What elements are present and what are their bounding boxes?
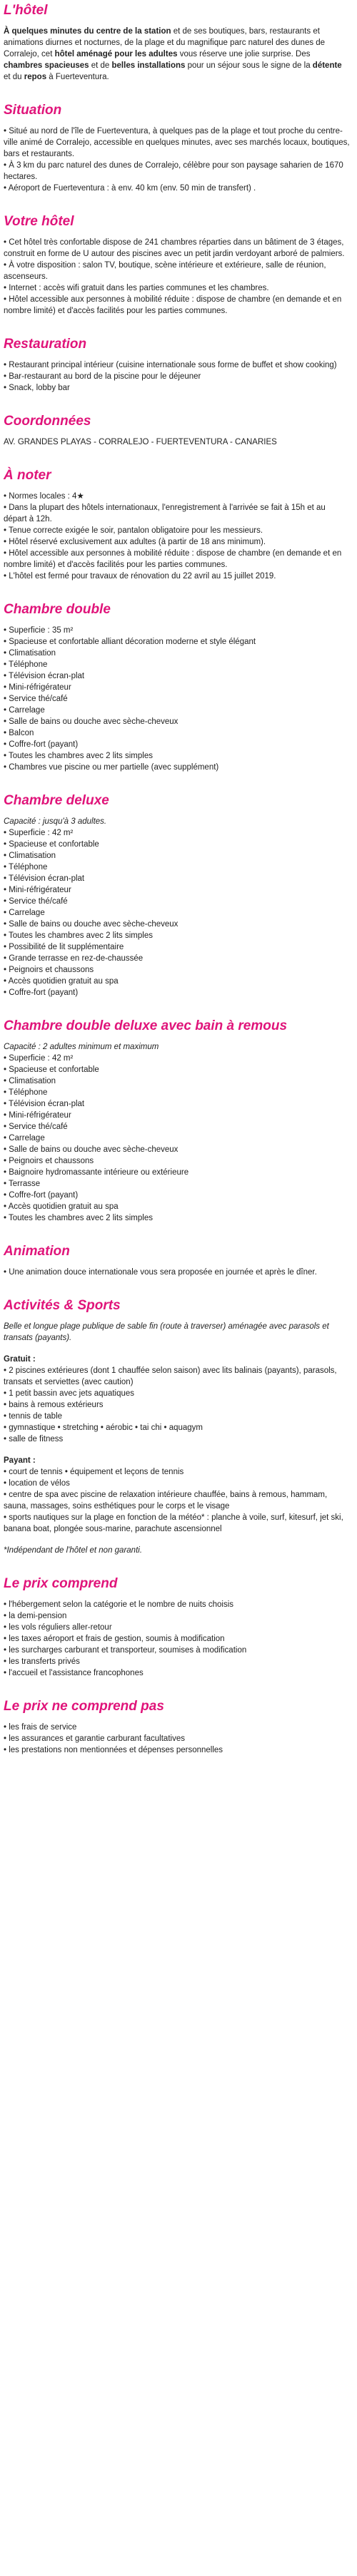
section-title-animation: Animation <box>4 1244 70 1259</box>
intro-text: vous réserve une jolie surprise. Des <box>177 50 311 58</box>
section-title-chambre-deluxe: Chambre deluxe <box>4 793 109 808</box>
section-title-prix-comprend: Le prix comprend <box>4 1576 118 1591</box>
list-item: • Tenue correcte exigée le soir, pantalon obligatoire pour les messieurs. <box>4 526 263 535</box>
section-title-hotel: L'hôtel <box>4 3 48 18</box>
section-title-coordonnees: Coordonnées <box>4 414 91 429</box>
list-item: • Mini-réfrigérateur <box>4 683 71 692</box>
list-item: • Grande terrasse en rez-de-chaussée <box>4 954 144 963</box>
list-item: • court de tennis • équipement et leçons de tennis <box>4 1468 184 1476</box>
list-item: • gymnastique • stretching • aérobic • tai chi • aquagym <box>4 1424 203 1432</box>
list-item: • Service thé/café <box>4 695 68 703</box>
list-item: • tennis de table <box>4 1412 63 1421</box>
list-item: • Climatisation <box>4 852 56 860</box>
hotel-intro-paragraph <box>4 26 350 83</box>
list-item: • Aéroport de Fuerteventura : à env. 40 km (env. 50 min de transfert) . <box>4 184 256 193</box>
list-item: • Spacieuse et confortable <box>4 1065 99 1074</box>
list-item: • Toutes les chambres avec 2 lits simples <box>4 752 153 760</box>
intro-emphasis: chambres spacieuses <box>4 61 89 70</box>
list-item: • Hôtel réservé exclusivement aux adultes (à partir de 18 ans minimum). <box>4 538 266 546</box>
list-item: • 1 petit bassin avec jets aquatiques <box>4 1389 135 1398</box>
section-activites <box>4 1298 350 1556</box>
section-a-noter <box>4 468 350 582</box>
section-title-situation: Situation <box>4 103 62 118</box>
list-item: • Coffre-fort (payant) <box>4 988 79 997</box>
hotel-address: AV. GRANDES PLAYAS - CORRALEJO - FUERTEVENTURA - CANARIES <box>4 438 277 446</box>
list-item: • L'hôtel est fermé pour travaux de rénovation du 22 avril au 15 juillet 2019. <box>4 572 276 581</box>
list-item: • À votre disposition : salon TV, boutique, scène intérieure et extérieure, salle de réunion, ascenseurs. <box>4 261 326 281</box>
list-item: • Mini-réfrigérateur <box>4 886 71 894</box>
list-item: • Superficie : 35 m² <box>4 626 74 635</box>
intro-emphasis: À quelques minutes du centre de la station <box>4 27 171 36</box>
intro-emphasis: belles installations <box>111 61 186 70</box>
intro-text: et de <box>89 61 112 70</box>
list-item: • location de vélos <box>4 1479 70 1488</box>
section-chambre-double <box>4 602 350 773</box>
restauration-list <box>4 359 350 394</box>
activites-intro: Belle et longue plage publique de sable fin (route à traverser) aménagée avec parasols et transats (payants). <box>4 1322 329 1342</box>
list-item: • Téléphone <box>4 863 48 872</box>
list-item: • les assurances et garantie carburant facultatives <box>4 1734 185 1743</box>
section-prix-pas <box>4 1699 350 1756</box>
section-title-prix-pas: Le prix ne comprend pas <box>4 1699 164 1714</box>
section-coordonnees <box>4 414 350 448</box>
intro-text: et de ses boutiques, bars, restaurants et animations diurnes et nocturnes, de la plage et du magnifique parc naturel des dunes de Corralejo, cet <box>4 27 326 58</box>
list-item: • Salle de bains ou douche avec sèche-cheveux <box>4 920 178 929</box>
list-item: • Accès quotidien gratuit au spa <box>4 977 119 986</box>
section-votre-hotel <box>4 214 350 317</box>
list-item: • centre de spa avec piscine de relaxation intérieure chauffée, bains à remous, hammam, sauna, massages, soins esthétiques pour le corps et le visage <box>4 1491 328 1511</box>
list-item: • Superficie : 42 m² <box>4 1054 74 1063</box>
section-hotel <box>4 3 350 83</box>
intro-text: et du <box>4 73 24 81</box>
list-item: • Téléphone <box>4 660 48 669</box>
section-situation <box>4 103 350 194</box>
situation-list <box>4 126 350 194</box>
section-title-votre-hotel: Votre hôtel <box>4 214 74 229</box>
intro-text: pour un séjour sous le signe de la <box>185 61 313 70</box>
list-item: • Service thé/café <box>4 897 68 906</box>
list-item: • Possibilité de lit supplémentaire <box>4 943 124 951</box>
list-item: • Carrelage <box>4 706 45 715</box>
list-item: • Situé au nord de l'île de Fuerteventura, à quelques pas de la plage et tout proche du centre-ville animé de Corralejo, accessible en quelques minutes, avec ses marchés locaux, boutiques, bars et restaurants. <box>4 127 350 158</box>
list-item: • Spacieuse et confortable <box>4 840 99 849</box>
list-item: • Hôtel accessible aux personnes à mobilité réduite : dispose de chambre (en demande et en nombre limité) et d'accès facilités pour les parties communes. <box>4 549 342 569</box>
list-item: • les surcharges carburant et transporteur, soumises à modification <box>4 1646 247 1655</box>
list-item: • Baignoire hydromassante intérieure ou extérieure <box>4 1168 189 1177</box>
intro-text: à Fuerteventura. <box>46 73 109 81</box>
list-item: • Toutes les chambres avec 2 lits simples <box>4 1214 153 1222</box>
list-item: • salle de fitness <box>4 1435 64 1443</box>
section-title-chambre-bain: Chambre double deluxe avec bain à remous <box>4 1018 288 1033</box>
list-item: • Toutes les chambres avec 2 lits simples <box>4 931 153 940</box>
list-item: • Hôtel accessible aux personnes à mobilité réduite : dispose de chambre (en demande et en nombre limité) et d'accès facilités pour les parties communes. <box>4 295 342 315</box>
prix-comprend-list <box>4 1599 350 1679</box>
list-item: • bains à remous extérieurs <box>4 1401 104 1409</box>
list-item: • les transferts privés <box>4 1657 80 1666</box>
gratuit-list <box>4 1365 350 1445</box>
intro-emphasis: détente <box>312 61 342 70</box>
list-item: • Climatisation <box>4 1077 56 1085</box>
payant-label: Payant : <box>4 1456 36 1465</box>
list-item: • les prestations non mentionnées et dépenses personnelles <box>4 1746 223 1754</box>
list-item: • l'accueil et l'assistance francophones <box>4 1669 144 1677</box>
list-item: • Télévision écran-plat <box>4 672 85 680</box>
section-restauration <box>4 337 350 394</box>
chambre-double-list <box>4 625 350 773</box>
section-title-a-noter: À noter <box>4 468 51 483</box>
chambre-bain-capacity: Capacité : 2 adultes minimum et maximum <box>4 1043 159 1051</box>
chambre-deluxe-capacity: Capacité : jusqu'à 3 adultes. <box>4 817 107 826</box>
chambre-deluxe-list <box>4 827 350 998</box>
list-item: • Une animation douce internationale vous sera proposée en journée et après le dîner. <box>4 1268 317 1277</box>
section-title-activites: Activités & Sports <box>4 1298 121 1313</box>
list-item: • Bar-restaurant au bord de la piscine pour le déjeuner <box>4 372 201 381</box>
activites-note: *Indépendant de l'hôtel et non garanti. <box>4 1546 143 1555</box>
list-item: • les vols réguliers aller-retour <box>4 1623 112 1632</box>
list-item: • la demi-pension <box>4 1612 67 1620</box>
chambre-bain-list <box>4 1053 350 1224</box>
list-item: • Dans la plupart des hôtels internationaux, l'enregistrement à l'arrivée se fait à 15h et au départ à 12h. <box>4 504 326 523</box>
payant-list <box>4 1466 350 1535</box>
votre-hotel-list <box>4 237 350 317</box>
list-item: • Coffre-fort (payant) <box>4 1191 79 1200</box>
list-item: • Normes locales : 4★ <box>4 492 84 501</box>
section-animation <box>4 1244 350 1278</box>
a-noter-list <box>4 491 350 582</box>
animation-list <box>4 1267 350 1278</box>
prix-pas-list <box>4 1722 350 1756</box>
list-item: • Restaurant principal intérieur (cuisine internationale sous forme de buffet et show cooking) <box>4 361 337 369</box>
list-item: • Salle de bains ou douche avec sèche-cheveux <box>4 717 178 726</box>
list-item: • Accès quotidien gratuit au spa <box>4 1202 119 1211</box>
list-item: • Télévision écran-plat <box>4 874 85 883</box>
list-item: • Télévision écran-plat <box>4 1100 85 1108</box>
list-item: • Peignoirs et chaussons <box>4 1157 94 1165</box>
list-item: • Chambres vue piscine ou mer partielle (avec supplément) <box>4 763 219 772</box>
list-item: • Mini-réfrigérateur <box>4 1111 71 1120</box>
list-item: • Snack, lobby bar <box>4 384 70 392</box>
list-item: • Peignoirs et chaussons <box>4 966 94 974</box>
list-item: • l'hébergement selon la catégorie et le nombre de nuits choisis <box>4 1600 234 1609</box>
list-item: • Climatisation <box>4 649 56 658</box>
list-item: • les taxes aéroport et frais de gestion, soumis à modification <box>4 1635 225 1643</box>
list-item: • Cet hôtel très confortable dispose de 241 chambres réparties dans un bâtiment de 3 étages, construit en forme de U autour des piscines avec un petit jardin verdoyant arboré de palmiers. <box>4 238 345 258</box>
list-item: • Carrelage <box>4 909 45 917</box>
list-item: • Service thé/café <box>4 1123 68 1131</box>
list-item: • Salle de bains ou douche avec sèche-cheveux <box>4 1145 178 1154</box>
list-item: • Superficie : 42 m² <box>4 829 74 837</box>
list-item: • Coffre-fort (payant) <box>4 740 79 749</box>
list-item: • les frais de service <box>4 1723 77 1732</box>
list-item: • Téléphone <box>4 1088 48 1097</box>
list-item: • Carrelage <box>4 1134 45 1143</box>
list-item: • Spacieuse et confortable alliant décoration moderne et style élégant <box>4 638 256 646</box>
hotel-description-page <box>0 3 357 1756</box>
intro-emphasis: repos <box>24 73 47 81</box>
list-item: • Internet : accès wifi gratuit dans les parties communes et les chambres. <box>4 284 269 292</box>
section-chambre-deluxe <box>4 793 350 998</box>
section-prix-comprend <box>4 1576 350 1679</box>
intro-emphasis: hôtel aménagé pour les adultes <box>54 50 178 58</box>
list-item: • sports nautiques sur la plage en fonction de la météo* : planche à voile, surf, kitesurf, jet ski, banana boat, plongée sous-marine, parachute ascensionnel <box>4 1513 343 1533</box>
list-item: • Terrasse <box>4 1180 41 1188</box>
gratuit-label: Gratuit : <box>4 1355 36 1364</box>
section-title-chambre-double: Chambre double <box>4 602 111 617</box>
list-item: • À 3 km du parc naturel des dunes de Corralejo, célèbre pour son paysage saharien de 1670 hectares. <box>4 161 343 181</box>
list-item: • 2 piscines extérieures (dont 1 chauffée selon saison) avec lits balinais (payants), parasols, transats et serviettes (avec caution) <box>4 1366 337 1386</box>
section-chambre-bain <box>4 1018 350 1224</box>
section-title-restauration: Restauration <box>4 337 87 352</box>
list-item: • Balcon <box>4 729 34 737</box>
